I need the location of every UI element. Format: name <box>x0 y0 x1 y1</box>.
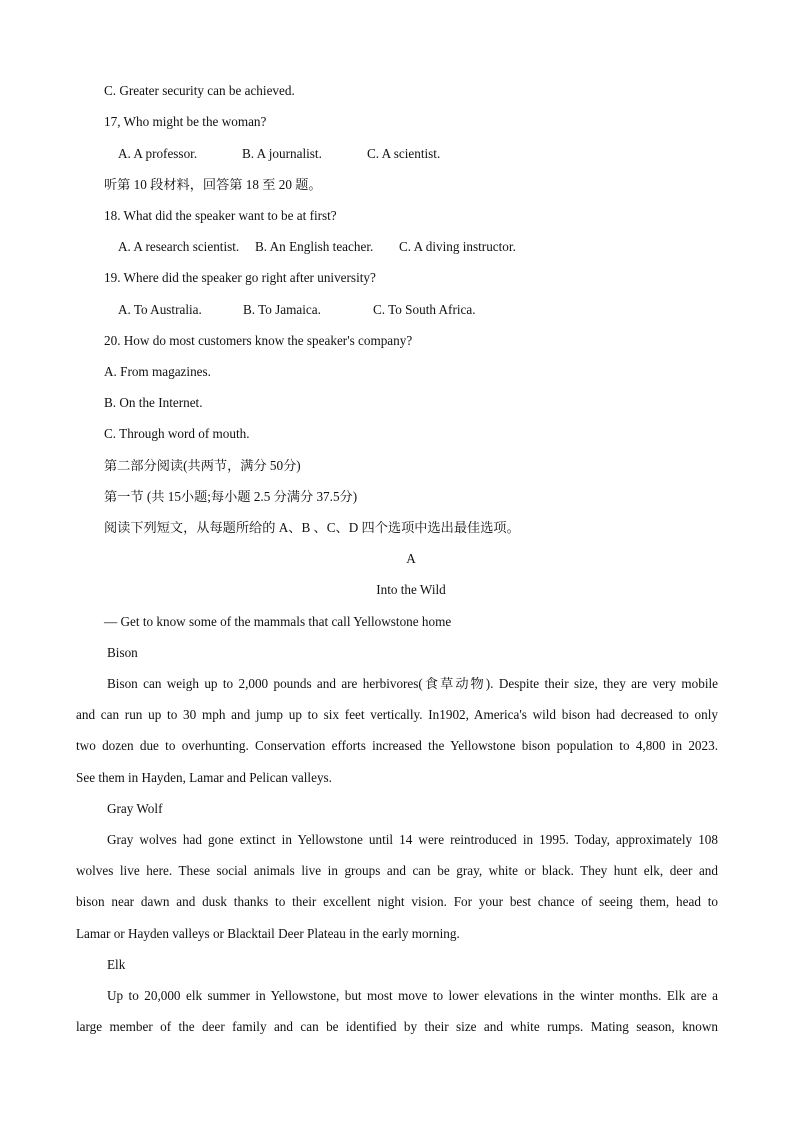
gray-wolf-paragraph-line: wolves live here. These social animals live in groups and can be gray, white or black. They hunt elk, deer and <box>76 863 718 878</box>
reading-instructions: 阅读下列短文，从每题所给的 A、B 、C、D 四个选项中选出最佳选项。 <box>104 520 520 535</box>
section-1-title: 第一节 (共 15小题;每小题 2.5 分满分 37.5分) <box>104 489 358 504</box>
gray-wolf-heading: Gray Wolf <box>107 801 163 816</box>
passage-subtitle: — Get to know some of the mammals that call Yellowstone home <box>104 614 452 629</box>
q19-option-a: A. To Australia. <box>118 302 202 317</box>
q20-question: 20. How do most customers know the speaker's company? <box>104 333 413 348</box>
q18-question: 18. What did the speaker want to be at first? <box>104 208 337 223</box>
q17-option-c: C. A scientist. <box>367 146 441 161</box>
elk-paragraph-line: large member of the deer family and can be identified by their size and white rumps. Mating season, known <box>76 1019 718 1034</box>
q19-option-c: C. To South Africa. <box>373 302 476 317</box>
q19-question: 19. Where did the speaker go right after university? <box>104 270 376 285</box>
q16-option-c: C. Greater security can be achieved. <box>104 83 295 98</box>
part-2-title: 第二部分阅读(共两节，满分 50分) <box>104 458 301 473</box>
q18-option-a: A. A research scientist. <box>118 239 240 254</box>
q20-option-a: A. From magazines. <box>104 364 211 379</box>
section-10-instruction: 听第 10 段材料，回答第 18 至 20 题。 <box>104 177 322 192</box>
gray-wolf-paragraph-line: bison near dawn and dusk thanks to their excellent night vision. For your best chance of seeing them, head to <box>76 894 718 909</box>
gray-wolf-paragraph-line: Lamar or Hayden valleys or Blacktail Deer Plateau in the early morning. <box>76 926 460 941</box>
bison-paragraph-line: and can run up to 30 mph and jump up to six feet vertically. In1902, America's wild bison had decreased to only <box>76 707 718 722</box>
bison-paragraph-line: Bison can weigh up to 2,000 pounds and are herbivores(食草动物). Despite their size, they are very mobile <box>107 676 718 691</box>
q17-option-a: A. A professor. <box>118 146 198 161</box>
q17-option-b: B. A journalist. <box>242 146 322 161</box>
passage-title: Into the Wild <box>376 582 446 597</box>
q20-option-c: C. Through word of mouth. <box>104 426 250 441</box>
q17-question: 17, Who might be the woman? <box>104 114 267 129</box>
elk-heading: Elk <box>107 957 126 972</box>
elk-paragraph-line: Up to 20,000 elk summer in Yellowstone, but most move to lower elevations in the winter months. Elk are a <box>107 988 718 1003</box>
bison-paragraph-line: See them in Hayden, Lamar and Pelican valleys. <box>76 770 332 785</box>
q18-option-b: B. An English teacher. <box>255 239 374 254</box>
q18-option-c: C. A diving instructor. <box>399 239 516 254</box>
q19-option-b: B. To Jamaica. <box>243 302 321 317</box>
gray-wolf-paragraph-line: Gray wolves had gone extinct in Yellowstone until 14 were reintroduced in 1995. Today, approximately 108 <box>107 832 718 847</box>
bison-paragraph-line: two dozen due to overhunting. Conservation efforts increased the Yellowstone bison population to 4,800 in 2023. <box>76 738 718 753</box>
bison-heading: Bison <box>107 645 138 660</box>
q20-option-b: B. On the Internet. <box>104 395 203 410</box>
passage-letter: A <box>406 551 416 566</box>
